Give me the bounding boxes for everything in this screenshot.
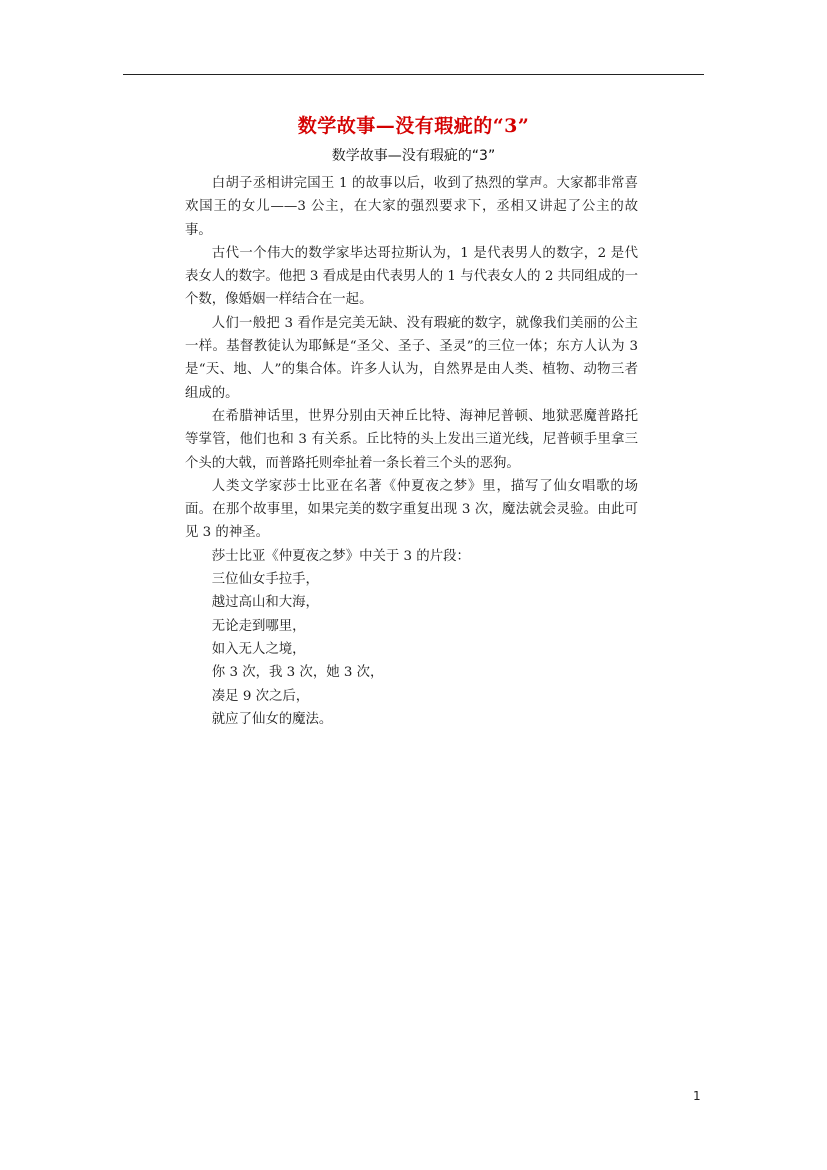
poem-line: 凑足 9 次之后， <box>211 688 310 704</box>
paragraph: 人们一般把 3 看作是完美无缺、没有瑕疵的数字，就像我们美丽的公主一样。基督教徒认为耶稣是“圣父、圣子、圣灵”的三位一体；东方人认为 3 是“天、地、人”的集合体。许多人认为，自然界是由人类、植物、动物三者组成的。 <box>185 315 638 401</box>
page-number: 1 <box>693 1089 701 1103</box>
document-subtitle: 数学故事—没有瑕疵的“3” <box>331 148 496 164</box>
document-title: 数学故事—没有瑕疵的“3” <box>297 115 530 137</box>
poem-line: 就应了仙女的魔法。 <box>211 711 333 727</box>
poem-line: 无论走到哪里， <box>211 618 306 634</box>
poem-line: 越过高山和大海， <box>211 595 319 611</box>
paragraph: 白胡子丞相讲完国王 1 的故事以后，收到了热烈的掌声。大家都非常喜欢国王的女儿——3 公主，在大家的强烈要求下，丞相又讲起了公主的故事。 <box>185 176 638 238</box>
poem-line: 你 3 次，我 3 次，她 3 次， <box>211 665 384 681</box>
paragraph: 古代一个伟大的数学家毕达哥拉斯认为，1 是代表男人的数字，2 是代表女人的数字。他把 3 看成是由代表男人的 1 与代表女人的 2 共同组成的一个数，像婚姻一样结合在一起。 <box>185 245 638 308</box>
paragraph: 人类文学家莎士比亚在名著《仲夏夜之梦》里，描写了仙女唱歌的场面。在那个故事里，如果完美的数字重复出现 3 次，魔法就会灵验。由此可见 3 的神圣。 <box>185 478 638 541</box>
poem-line: 如入无人之境， <box>211 641 306 657</box>
paragraph: 在希腊神话里，世界分别由天神丘比特、海神尼普顿、地狱恶魔普路托等掌管，他们也和 3 有关系。丘比特的头上发出三道光线，尼普顿手里拿三个头的大戟，而普路托则牵扯着一条长着三个头的恶狗。 <box>185 408 638 471</box>
poem-intro: 莎士比亚《仲夏夜之梦》中关于 3 的片段： <box>211 548 470 564</box>
poem-line: 三位仙女手拉手， <box>211 572 319 588</box>
header-rule <box>123 74 704 75</box>
document-body <box>185 172 638 731</box>
